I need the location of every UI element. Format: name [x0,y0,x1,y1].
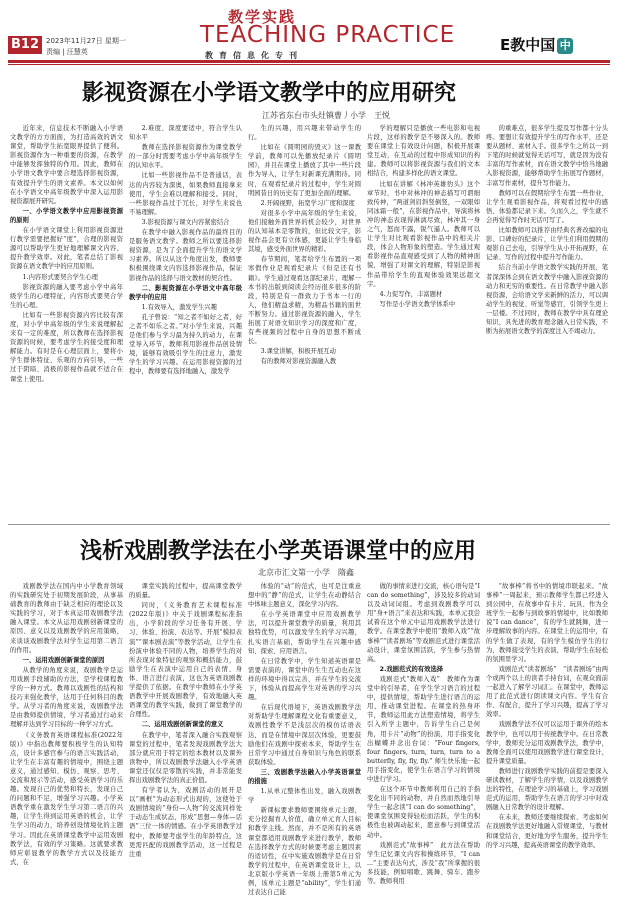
body-paragraph: 1.从单元整体性出发，融入戏剧教学 [248,788,361,805]
body-paragraph: 4.力促写作，丰富题材 [379,290,443,298]
article1-title: 影视资源在小学语文教学中的应用研究 [82,80,457,106]
logo-text: E教中国 [500,36,556,54]
body-paragraph: 课堂实践的过程中，提高课堂教学的质量。 [129,583,242,600]
body-paragraph: 《义务教育英语课程标准(2022年版)》中指出教师要积极学生的认知特点，设计多感官参与的语言实践活动，让学生在丰富有趣的情境中，围绕主题意义，通过感知、模仿、观察、思考、交流和展示等活动，感受英语学习的乐趣。发现自己的优势和特长，发现自己的问题和不足，增强学习兴趣。小学英语教学重在激发学生学习第二语言的兴趣，让学生得到运用英语的机会，让学生学习的动力，培养创设情境化的主题学习。因此在英语课堂教学中运用戏剧教学法，有效的学习策略。这就要求教师应彰显教学的教学方式以及技能方式，在 [10,731,123,866]
body-paragraph: 近年来，信息技术不断融入小学语文教学的方方面面，为打造高效的语文课堂，帮助学生拓宽眼界提供了便利。影视资源作为一种重要的资源，在教学中能够发挥独特的作用。因此，教师在小学语文教学中要合理选择影视资源，有效提升学生的语文素养。本文以如何在小学语文中高年级教学中深入运用影视资源展开研究。 [10,125,123,205]
body-paragraph: 戏剧范式“教师入戏” 教师作为课堂中的引导者，在学生学习语言的过程中，提供情境，帮助学生进行语言的运用，推动课堂进程。在课堂的热身环节，教师运用此方法塑造情境，将学生引入所学主题中，告诉学生自己是何角，用卡片“动物”的扮演，用手指变化出蝴蝶并念出台词：“Four fingers, four fingers, turn, turn, turn to a butterfly, fly, fly, fly.” 师生快乐地一起用手指变化，使学生在语言学习的情境中进行学习。 [367,675,480,783]
body-paragraph: 做的事情来进行交流，核心语句是“I can do something”，涉及较多的动词以及动词词组。考虑到戏剧教学可以用“身+语言”来表达和实践，本单元我尝试着在这个单元中运用戏剧教学法进行教学。在课堂教学中使用“教师入戏”“故事棒”“读者剧场”等戏剧范式进行课堂活动设计，课堂氛围活跃，学生参与热情高。 [367,583,480,663]
body-paragraph: 戏剧教学法不仅可以运用于课外的绘本教学中，也可以用于传统教学中。在日常教学中，教师充分运用戏剧教学法，教学中，教师全面可以使用戏剧教学进行课堂设计，提升课堂质量。 [486,721,608,765]
article2-title: 浅析戏剧教学法在小学英语课堂中的应用 [80,538,477,564]
article2-column-1 [10,582,123,864]
body-paragraph: 戏剧范式“读者剧场” “读者剧场”由两个或两个以上的读者手持台词，在观众面前一起进入了解学习词汇。在课堂中，教师运用了此范式进行朗读课文内容。学生有合作、有配合，提升了学习兴趣，提高了学习效率。 [486,665,608,719]
article1-byline: 江苏省东台市头灶镇曹丿小学 王悦 [262,111,390,120]
article-divider [8,524,610,525]
body-paragraph: 比如在《圆明园的毁灭》这一课教学前，教师可以先播放纪录片《圆明园》，并且在课堂上播放了其中一些片段作为导入，让学生对新课充满期待。同时，在观看纪录片的过程中，学生对圆明园昔日的历史有了更加全面的理解。 [248,144,361,197]
body-paragraph: 体验的“动”的范式，也可是注重意想中的“静”的范式，让学生在动静结合中体味主题意义，深化学习内容。 [248,583,361,609]
masthead [0,0,618,66]
page-number-badge: B12 [8,36,42,54]
body-paragraph: 结合当前小学语文教学实践的开展，笔者深深体会到在语文教学中融入影视资源的动力和无穷的重要性。在日常教学中融入影视资源，会给语文学来新鲜的活力，可以调动学生的视觉、听觉等感官，引领学生更上一层楼。不过同时，教师在教学中具有理论知识，具先进的教育理念融入日常实践，不断为拓展语文教学的深度注入不竭动力。 [486,264,608,336]
masthead-rule-thin [8,64,610,65]
body-paragraph: 教师进行戏剧教学实践的前提是要深入研读教材，了解学生的学情，以及戏剧教学法的特性，在理论学习的基础上，学习戏剧范式的运用，帮助学生在语言的学习中对戏剧融入日常教学的设计理解。 [486,767,608,812]
body-paragraph: 在小学语文课堂上利用影视资源进行教学需要把握好“度”，合理的影视资源可以帮助学生更好地理解课文内容，提升教学效率。对此，笔者总结了影视资源在语文教学中的应用原则。 [10,227,123,271]
body-paragraph: 1.有效导入，激发学生兴趣 [141,303,217,311]
body-paragraph: 在教学中，笔者深入融合实践观察课堂的过程中，笔者发现戏剧教学法大部分就应用于特定的绘本教材以及课外读物中，所以戏剧教学法融入小学英语课堂还仅仅是零散的实践，并非常能发挥出戏剧教学法的真正价值。 [129,731,242,784]
body-paragraph: “故事棒”将书中的情境串联起来。“故事棒”一周起来，预示教师学生都已经进入到公园中，在故事中有卡片、玩具、作为全班学生一起参与到故事的情境中，比如教师说“I can dance”，有的学生就跳舞，进一步理解故事的内容。在课堂上的运用中，有的学生做了表现，有的学生模仿学生的行为，教师接受学生的表演，帮助学生在轻松的氛围里学习。 [486,583,608,663]
article1-column-2 [129,124,242,520]
body-paragraph: 比如教师可以推荐由经典名著改编的电影、口碑好的纪录片，让学生们利用假期的观影自己去电，引导学生从小开拓视野，在记录、写作的过程中提升写作能力。 [486,227,608,262]
body-paragraph: 的重难点，很多学生提及写作都十分头疼。要想让有效提升学生的写作水平，还是要从题材、素材入手。很多学生之所以一到下笔的时候就觉得无话可写，就是因为没有丰富的写作素材，而在语文教学中恰当地融入影视资源，能够帮助学生拓展写作题材，丰富写作素材，提升写作能力。 [486,125,608,187]
body-paragraph: 在未来，教师还要继续探索、考虑如何在戏剧教学法更好地融入常规课堂，与教材和课堂结合，更好地为学生服务，提升学生的学习兴趣，提高英语课堂的教学效率。 [486,814,608,849]
body-paragraph: 3.课堂讲解，积极开展互动 [260,348,336,356]
body-paragraph: 影视资源的融入要考虑小学中高年级学生的心理特征，内容形式要契合学生的心理。 [10,283,123,309]
body-paragraph: 比如一些影视作品不是普通话，表达的内容较为深奥，如果教师直接拿来使用，学生会难以理解和接受。同时，一些影视作品过于冗长，对学生来说也不易理解。 [129,172,242,216]
editor-credit: 责编 | 汪慧英 [46,48,88,56]
body-paragraph: 戏剧教学法在国内中小学教育领域的实践研究处于初期发展阶段，从事基础教育的教师由于缺乏相应的理论以及实践的学习，对于本真运用戏剧教学法融入课堂。本文从运用戏剧创新课堂的原因、意义以及戏剧教学的应用策略，来谈谈戏剧教学法对学生运用第二语言的作用。 [10,583,123,654]
article1-column-1 [10,124,123,520]
body-paragraph: 比如有一些影视资源内容比较有深度，对小学中高年级的学生来说理解起来有一定的难度，所以教师在选择影视资源的时候，要考虑学生的接受度和理解能力。有时是在心理层面上，要将小学生群体特征、乐观的方向引导，一些过于阴暗、消极的影视作品就不适合在课堂上使用。 [10,311,123,383]
publication-logo [500,34,573,55]
body-paragraph: 生的兴趣，用兴趣来带动学生的行。 [248,125,361,142]
body-paragraph: 学的理解只是播放一些电影和电视片段，这样的教学是不够深入的。教师要在课堂上有效设计问题，积极开展课堂互动，在互动的过程中形成知识的构建。教师可以将影视资源与我们的文本相结合，构建多样化的语文课堂。 [367,125,480,178]
body-paragraph: 有的教师对影视资源融入教 [260,358,337,366]
body-paragraph: 孔子曾说：“知之者不如好之者，好之者不如乐之者。”对小学生来说，兴趣是他们参与学习最为持久的动力，在课堂导入环节，教师利用影视作品创设情境，能够有效吸引学生的注意力，激发学生的学习兴趣。在运用影视资源的过程中，教师要有选择地融入，激发学 [129,313,242,376]
article2-byline: 北京市汇文第一小学 隋鑫 [258,568,354,577]
issue-date: 2023年11月27日 星期一 [46,37,126,45]
article1-column-4 [367,124,480,520]
body-paragraph: 写作是小学语文教学体系中 [379,300,456,308]
body-paragraph: 从教学的角度来说，戏剧教学是运用戏剧手段辅助的方法，是学校课程教学的一种方式。教师以戏剧性的结构和技巧来强化教学，达用于任何科目的教学。从学习者的角度来说，戏剧教学法是由教师提供情境，学习者通过行动来理解并达到学习目标的一种学习方式。 [10,666,123,729]
body-paragraph: 戏剧范式“故事棒” 此方法在帮助学生记忆课文内容和操练环节，“I can ...”主要表达句式，涉及“我”所掌握的很多技能，例如唱歌、跳舞、骑车、跑步等。教师利用 [367,841,480,885]
body-paragraph: 在后现代语境下，英语戏剧教学法对帮助学生理解课程文化有重要意义，戏剧性教学不是浅层次的模仿话语表达，而是在情境中深层次体验，更要鼓励他们在戏剧中探索本来，帮助学生在日常学习中通过自身知识与角色的联系获取体验。 [248,704,361,766]
body-paragraph: 有学者认为，戏剧活动的展开是以“画框”为动态形式出现的，这使处于戏剧情境的“身份—人物”的交流同样处于动态生成状态，形成“思想—身体—话语”三位一体的情感。在小学英语教学过程中，教师要考虑学生的年龄特点，这更需匹配的戏剧教学活动，这一过程是注重 [129,787,242,858]
section-heading: 二、运用戏剧创新课堂的意义 [141,721,224,729]
article1-column-5 [486,124,608,520]
body-paragraph: 教师在选择影视资源作为课堂教学的一部分时需要考虑小学中高年级学生的认知水平。 [129,144,242,170]
body-paragraph: 3.影视资源与课文内容紧密结合 [141,218,230,226]
article2-column-2 [129,582,242,864]
body-paragraph: 在这个环节中教师利用自己的手指变化出不同的动物，并自然而然地引导学生一起念读“I can do something”，使课堂氛围变得轻松而活跃，学生的积极性也被调动起来，愿意参与到课堂活动中。 [367,786,480,839]
body-paragraph: 在日常教学中，学生知道英语课是需要表演的，课堂中的生生互动也在这样的环境中得以完善，并在学生的交流下，体验从而提高学生对英语的学习兴趣。 [248,657,361,702]
logo-mark-icon: 中 [557,38,573,54]
body-paragraph: 比如在讲解《林冲英雄豹头》这个章节时，书中对林冲的神态描写可谓细致传神，“两道剑眉斜竖倒竖，一双眼如同冰霜一般”，在影视作品中，导演将林冲的神态表现得淋漓尽致，林冲其一身之气，怒而不露，锐气逼人。教师可以让学生对比观看影视作品中的相关片段，体会人物形象的塑造。学生通过观看影视作品直观感受到了人物的精神面貌，增强了对课文的理解，特别是影视作品带给学生的直观体验效果远超文字。 [367,180,480,288]
body-paragraph: 2.难度、深度要适中，符合学生认知水平 [129,125,242,142]
masthead-rule [8,60,610,63]
section-title-en: TEACHING PRACTICE [200,22,456,48]
section-subtitle: 教育信息化专刊 [205,51,303,60]
body-paragraph: 新课标要求教师要围绕单元主题，充分挖掘育人价值，确立单元育人目标和教学主线。然而，并不是所有的英语课堂都适用戏剧教学来进行教学，教师在选择教学方式的时候要考虑主题因素的适切性，在中实施戏剧教学是在日常教学的过程中，在英语课堂设计上，以北京版小学英语一年级上册第5单元为例，该单元主题是“ability”，学生们通过表达自己能 [248,807,361,897]
body-paragraph: 在教学中融入影视作品的最终目的是服务语文教学。教师之所以要选择影视资源，是为了全面提升学生的语文学习素养。所以从这个角度出发，教师要积极围绕课文内容选择影视作品，保证影视作品的选择与语文教材的契合性。 [129,229,242,282]
section-heading: 2.戏剧范式的有效选择 [379,665,444,673]
article2-column-3 [248,582,361,897]
section-heading: 一、小学语文教学中应用影视资源的原则 [10,207,123,224]
body-paragraph: 同时，《义务教育艺术课程标准(2022年版)》中关于戏剧课程标准指出，小学阶段的学习任务有开展、学习、体验、扮演、表达等。开展“模拟表演”“课本剧表演”等教学活动，让学生在扮演中体验不同的人物，培养学生的对所表现对象特征的观察和概括能力，鼓励学生在表演中运用自己的表情、身体、语言进行表演，这也为英语戏剧教学提供了依据。在教学中教师在小学英语教学中开展戏剧教学，有效地融入英语课堂的教学实践，做到了课堂教学的合理性。 [129,602,242,719]
section-heading: 二、影视资源在小学语文中高年级教学中的应用 [129,284,242,301]
section-title-cn: 教学实践 [228,8,297,26]
body-paragraph: 教师可以在假期给学生布置一些作业，让学生观看影视作品，将观看过程中的感悟、体验都记录下来。久而久之，学生就不会再觉得写作时无话可写了。 [486,189,608,224]
body-paragraph: 对很多小学中高年级的学生来说，他们接触外面世界的机会较少，对世界的认知基本是零散的，但比较文字，影视作品会更有立体感，更能让学生身临其境，感受外面世界的精彩。 [248,209,361,254]
article1-column-3 [248,124,361,520]
body-paragraph: 1.内容形式要契合学生心理 [22,273,98,281]
article2-column-5 [486,582,608,864]
article2-column-4 [367,582,480,885]
body-paragraph: 2.开阔视野，拓宽学习广度和深度 [260,199,355,207]
body-paragraph: 春节期间，笔者给学生布置的一项寒假作业是观看纪录片《但是还有书籍》。学生通过观看这部纪录片，理解一本书的出版到阅读会经历很多很多的阶段，特别是有一群致力于书本一行的人，他们精益求精，为精品书籍的面世不断努力。通过影视资源的融入，学生拓展了对语文知识学习的深度和广度，有些视频的过程中自身的思想不断成长。 [248,256,361,346]
section-heading: 三、戏剧教学法融入小学英语课堂的措施 [248,768,361,785]
body-paragraph: 在小学英语课堂中应用戏剧教学法，可以提升课堂教学的质量，利用其独特优势，可以激发学生的学习兴趣，扎实语言基础，帮助学生在兴趣中感知、探索、应用语言。 [248,611,361,655]
section-heading: 一、运用戏剧创新课堂的原因 [22,656,105,664]
